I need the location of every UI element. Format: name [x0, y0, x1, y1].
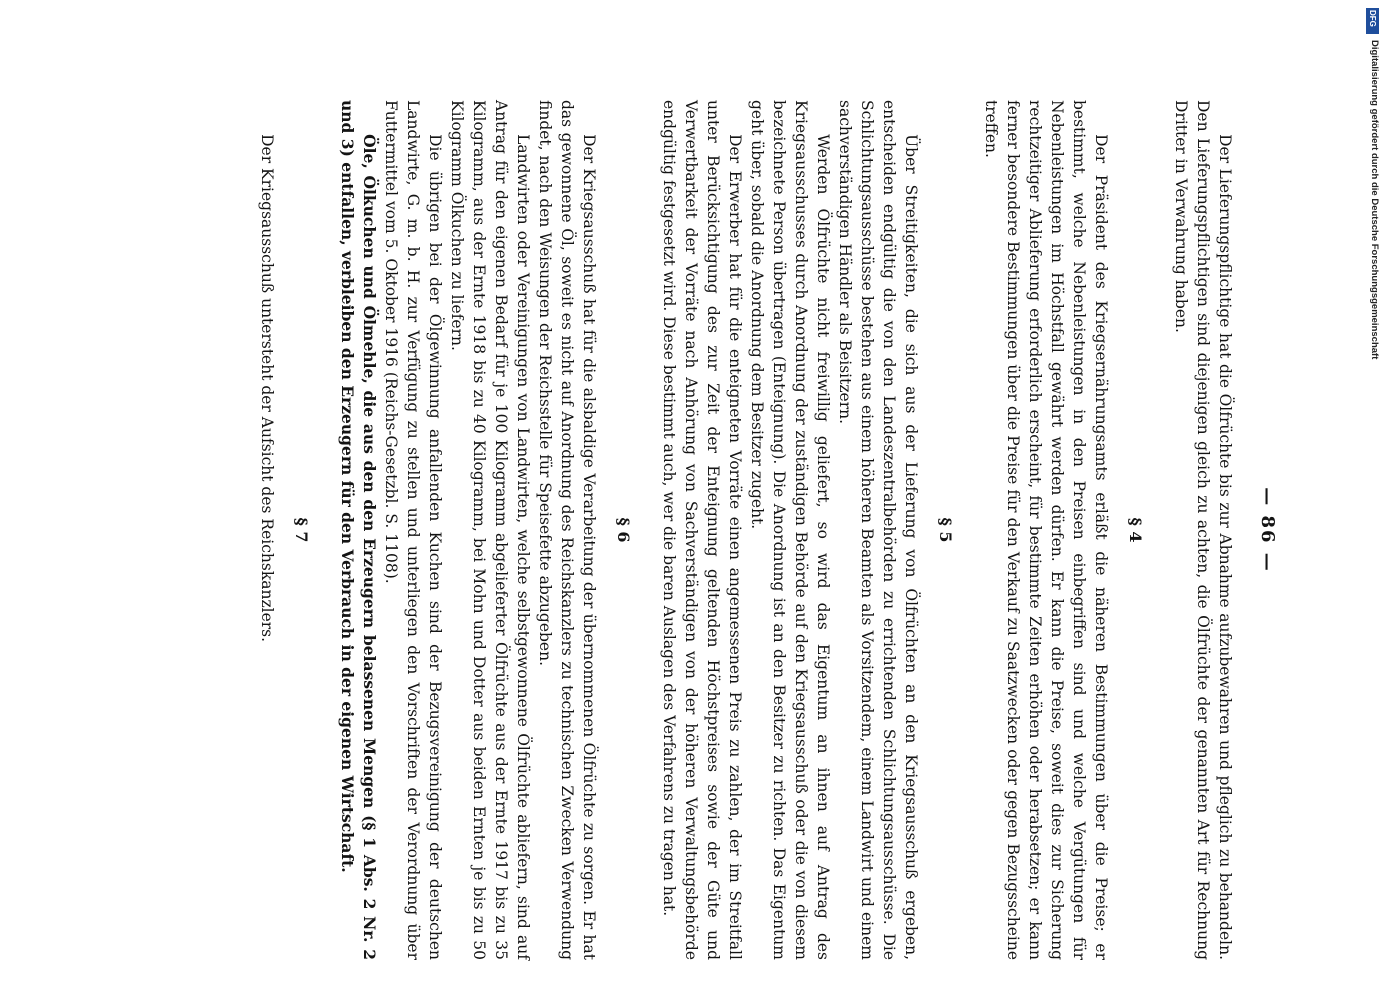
section-heading-7: § 7	[292, 517, 311, 543]
section-heading-5: § 5	[936, 517, 955, 543]
section-5-paragraph-2: Werden Ölfrüchte nicht freiwillig geliefert, so wird das Eigentum an ihnen auf Antrag des Kriegsausschusses durch Anordnung der zuständigen Behörde auf den Kriegsausschuß oder die von diesem bezeichnete Person übertragen (Enteignung). Die Anordnung ist an den Besitzer zu richten. Das Eigentum geht über, sobald die Anordnung dem Besitzer zugeht.	[748, 100, 832, 960]
section-6-paragraph-1: Der Kriegsausschuß hat für die alsbaldige Verarbeitung der übernommenen Ölfrüchte zu sorgen. Er hat das gewonnene Öl, soweit es nicht auf Anordnung des Reichskanzlers zu technischen Zwecken Verwendung findet, nach den Weisungen der Reichsstelle für Speisefette abzugeben.	[536, 100, 598, 960]
section-4-paragraph: Der Präsident des Kriegsernährungsamts erläßt die näheren Bestimmungen über die Preise; er bestimmt, welche Nebenleistungen in den Preisen einbegriffen sind und welche Vergütungen für Nebenleistungen im Höchstfall gewährt werden dürfen. Er kann die Preise, soweit dies zur Sicherung rechtzeitiger Ablieferung erforderlich erscheint, für bestimmte Zeiten erhöhen oder herabsetzen; er kann ferner besondere Bestimmungen über die Preise für den Verkauf zu Saatzwecken oder gegen Bezugsscheine treffen.	[982, 100, 1110, 960]
intro-paragraph: Der Lieferungspflichtige hat die Ölfrüchte bis zur Abnahme aufzubewahren und pfleglich zu behandeln. Den Lieferungspflichtigen sind diejenigen gleich zu achten, die Ölfrüchte der genannten Art für Rechnung Dritter in Verwahrung haben.	[1172, 100, 1234, 960]
section-6-paragraph-2: Landwirten oder Vereinigungen von Landwirten, welche selbstgewonnene Ölfrüchte abliefern, sind auf Antrag für den eigenen Bedarf für je 100 Kilogramm abgelieferter Ölfrüchte aus der Ernte 1917 bis zu 35 Kilogramm, aus der Ernte 1918 bis zu 40 Kilogramm, bei Mohn und Dotter aus beiden Ernten je bis zu 50 Kilogramm Ölkuchen zu liefern.	[448, 100, 532, 960]
section-5-paragraph-3: Der Erwerber hat für die enteigneten Vorräte einen angemessenen Preis zu zahlen, der im Streitfall unter Berücksichtigung des zur Zeit der Enteignung geltenden Höchstpreises sowie der Güte und Verwertbarkeit der Vorräte nach Anhörung von Sachverständigen von der höheren Verwaltungsbehörde endgültig festgesetzt wird. Diese bestimmt auch, wer die baren Auslagen des Verfahrens zu tragen hat.	[660, 100, 744, 960]
section-5-paragraph-1: Über Streitigkeiten, die sich aus der Lieferung von Ölfrüchten an den Kriegsausschuß ergeben, entscheiden endgültig die von den Landeszentralbehörden zu errichtenden Schlichtungsausschüsse. Die Schlichtungsausschüsse bestehen aus einem höheren Beamten als Vorsitzendem, einem Landwirt und einem sachverständigen Händler als Beisitzern.	[836, 100, 920, 960]
section-heading-4: § 4	[1126, 517, 1145, 543]
section-7-paragraph: Der Kriegsausschuß untersteht der Aufsicht des Reichskanzlers.	[258, 134, 276, 643]
dfg-logo-text: DFG	[1368, 10, 1377, 27]
digitization-credit	[1368, 40, 1380, 1000]
dfg-logo	[1366, 8, 1379, 34]
section-6-paragraph-3: Die übrigen bei der Ölgewinnung anfallenden Kuchen sind der Bezugsvereinigung der deutschen Landwirte, G. m. b. H. zur Verfügung zu stellen und unterliegen den Vorschriften der Verordnung über Futtermittel vom 5. Oktober 1916 (Reichs-Gesetzbl. S. 1108).	[382, 100, 444, 960]
page-number: — 86 —	[1257, 487, 1278, 573]
section-6-paragraph-4: Öle, Ölkuchen und Ölmehle, die aus den den Erzeugern belassenen Mengen (§ 1 Abs. 2 Nr. 2 und 3) entfallen, verbleiben den Erzeugern für den Verbrauch in der eigenen Wirtschaft.	[338, 100, 379, 960]
section-heading-6: § 6	[614, 517, 633, 543]
document-body	[256, 100, 1278, 960]
digitization-credit-text: Digitalisierung gefördert durch die Deutsche Forschungsgemeinschaft	[1369, 40, 1380, 360]
